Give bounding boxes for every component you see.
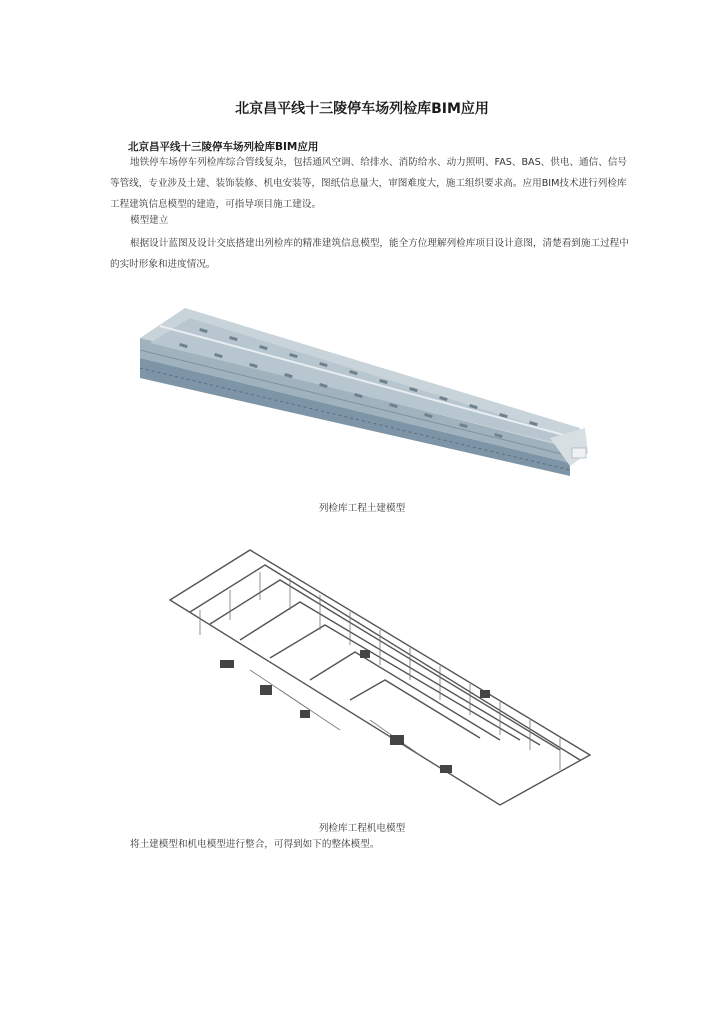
building-model-figure	[130, 298, 590, 478]
document-title: 北京昌平线十三陵停车场列检库BIM应用	[235, 101, 489, 117]
paragraph-intro: 地铁停车场停车列检库综合管线复杂，包括通风空调、给排水、消防给水、动力照明、FAS、BAS、供电、通信、信号等管线，专业涉及土建、装饰装修、机电安装等，图纸信息量大，审图难度大，施工组织要求高。应用BIM技术进行列检库工程建筑信息模型的建造，可指导项目施工建设。	[110, 157, 628, 210]
paragraph-integration: 将土建模型和机电模型进行整合，可得到如下的整体模型。	[130, 839, 380, 850]
figure-caption-civil: 列检库工程土建模型	[318, 503, 406, 514]
section-subheading: 北京昌平线十三陵停车场列检库BIM应用	[128, 141, 319, 153]
paragraph-model-desc: 根据设计蓝图及设计交底搭建出列检库的精准建筑信息模型，能全方位理解列检库项目设计意图，清楚看到施工过程中的实时形象和进度情况。	[110, 238, 629, 270]
figure-caption-mep: 列检库工程机电模型	[318, 823, 406, 834]
paragraph-model-heading: 模型建立	[130, 215, 169, 226]
mep-model-figure	[160, 540, 600, 810]
